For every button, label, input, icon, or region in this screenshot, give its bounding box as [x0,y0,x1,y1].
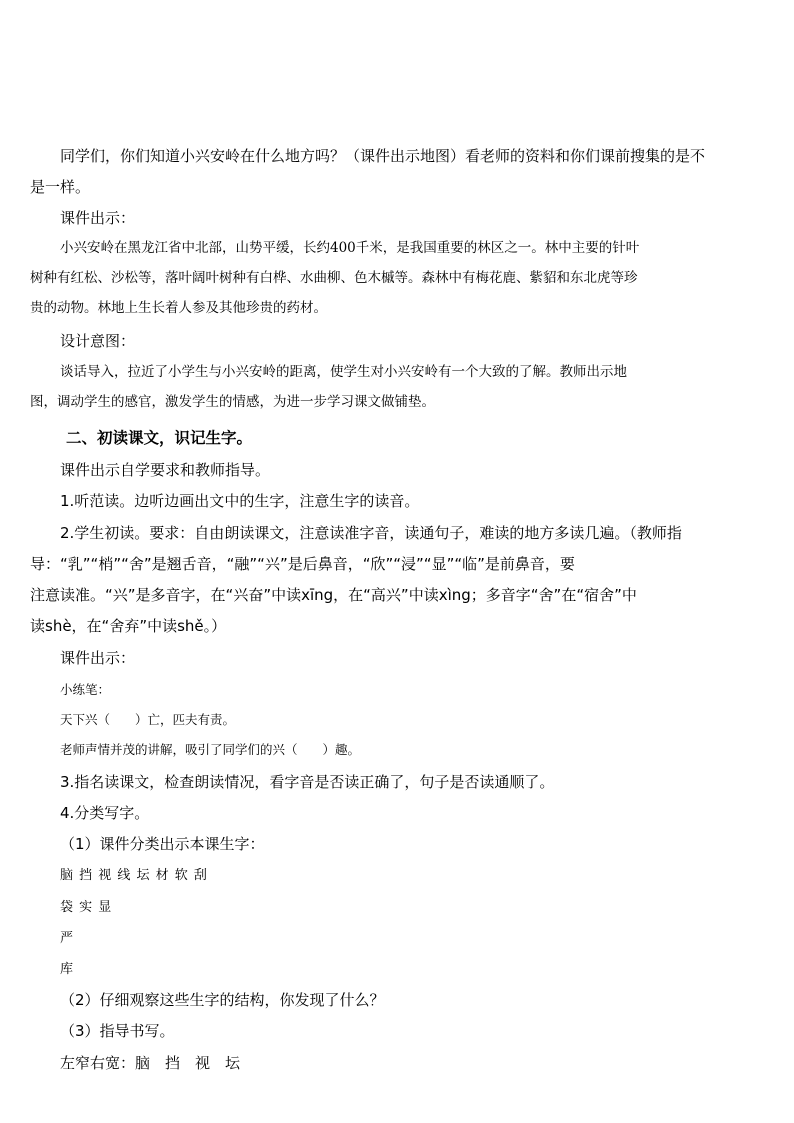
sub-step-1: （1）课件分类出示本课生字： [60,835,265,853]
char-group-row-3: 严 [60,931,75,946]
intro-paragraph-line-2: 是一样。 [30,178,91,196]
step-2-line-3: 注意读准。“兴”是多音字，在“兴奋”中读xīng，在“高兴”中读xìng；多音字“舍”在“宿舍”中 [30,586,637,604]
char-group-row-1: 脑 挡 视 线 坛 材 软 刮 [60,868,208,883]
practice-item-1: 天下兴（ ）亡，匹夫有责。 [60,712,236,727]
courseware-label-2: 课件出示： [60,649,136,667]
design-intent-line-1: 谈话导入，拉近了小学生与小兴安岭的距离，使学生对小兴安岭有一个大致的了解。教师出示地 [60,364,627,380]
step-2-line-1: 2.学生初读。要求：自由朗读课文，注意读准字音，读通句子，难读的地方多读几遍。（教师指 [60,524,682,542]
courseware-label-1: 课件出示： [60,209,136,227]
info-line-1: 小兴安岭在黑龙江省中北部，山势平缓，长约400千米，是我国重要的林区之一。林中主要的针叶 [60,240,640,256]
design-intent-label: 设计意图： [60,332,136,350]
design-intent-line-2: 图，调动学生的感官，激发学生的情感，为进一步学习课文做铺垫。 [30,394,435,410]
step-2-line-4: 读shè，在“舍弃”中读shě。） [30,617,227,635]
step-4: 4.分类写字。 [60,804,150,822]
practice-label: 小练笔： [60,682,111,697]
char-group-row-4: 库 [60,962,75,977]
sub-step-3: （3）指导书写。 [60,1022,175,1040]
step-2-line-2: 导：“乳”“梢”“舍”是翘舌音，“融”“兴”是后鼻音，“欣”“浸”“显”“临”是前鼻音，要 [30,555,575,573]
step-1: 1.听范读。边听边画出文中的生字，注意生字的读音。 [60,492,420,510]
section-heading-2: 二、初读课文，识记生字。 [66,429,253,447]
left-narrow-right-wide: 左窄右宽：脑 挡 视 坛 [60,1054,241,1072]
info-line-3: 贵的动物。林地上生长着人参及其他珍贵的药材。 [30,300,327,316]
step-3: 3.指名读课文，检查朗读情况，看字音是否读正确了，句子是否读通顺了。 [60,773,555,791]
info-line-2: 树种有红松、沙松等，落叶阔叶树种有白桦、水曲柳、色木槭等。森林中有梅花鹿、紫貂和东北虎等珍 [30,270,638,286]
practice-item-2: 老师声情并茂的讲解，吸引了同学们的兴（ ）趣。 [60,742,361,757]
intro-paragraph-line-1: 同学们，你们知道小兴安岭在什么地方吗？（课件出示地图）看老师的资料和你们课前搜集的是不 [60,147,706,165]
sub-step-2: （2）仔细观察这些生字的结构，你发现了什么？ [60,991,385,1009]
self-study-line: 课件出示自学要求和教师指导。 [60,461,271,479]
char-group-row-2: 袋 实 显 [60,900,113,915]
